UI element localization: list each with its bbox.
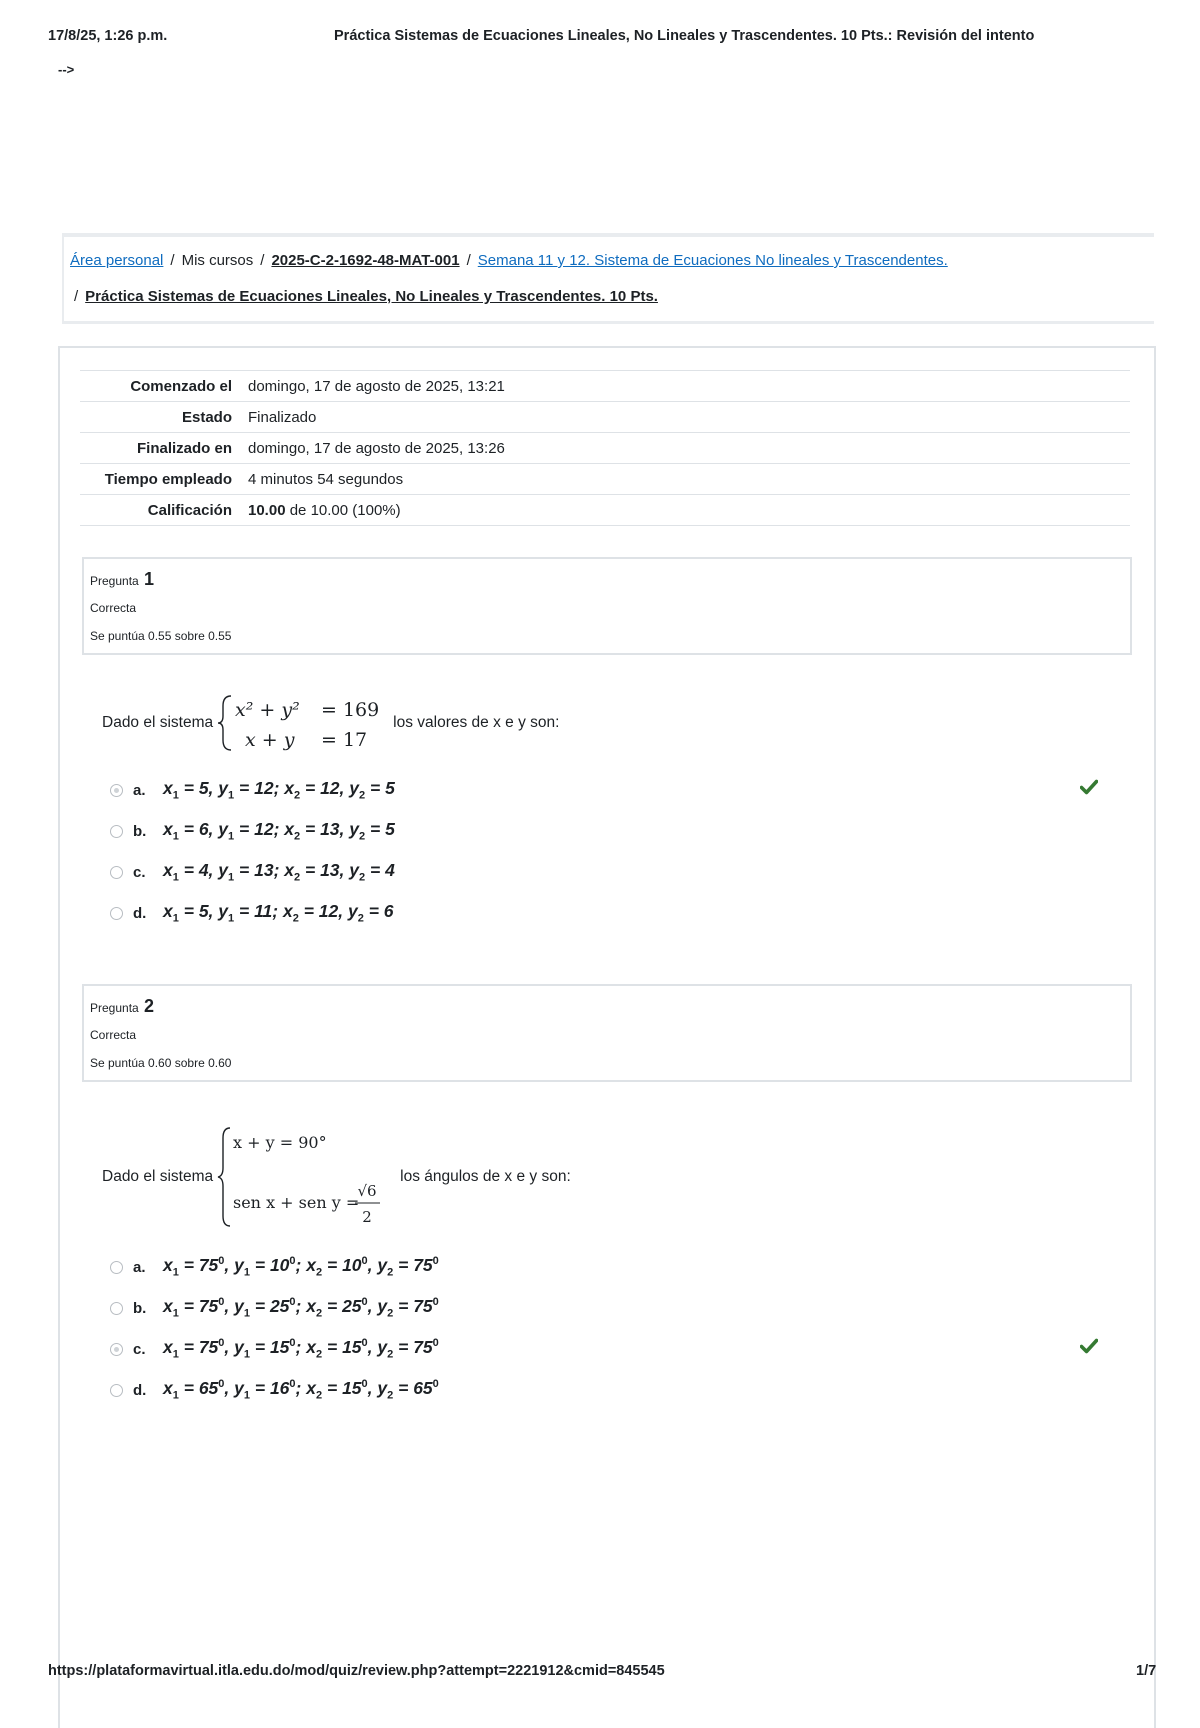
print-datetime: 17/8/25, 1:26 p.m.: [48, 28, 168, 44]
eq-sqrt-numerator: √6: [357, 1182, 377, 1200]
breadcrumb-quiz[interactable]: Práctica Sistemas de Ecuaciones Lineales, No Lineales y Trascendentes. 10 Pts.: [85, 288, 658, 305]
answer-letter: a.: [133, 1258, 146, 1276]
eq-sine-sum: sen x + sen y =: [233, 1193, 360, 1212]
summary-row: [80, 495, 1130, 526]
summary-label-state: Estado: [80, 402, 240, 433]
answer-option[interactable]: [110, 775, 1110, 805]
equation-system-2: [217, 1124, 392, 1230]
answer-letter: a.: [133, 781, 146, 799]
answer-radio[interactable]: [110, 1302, 123, 1315]
question-number-value: 2: [144, 996, 155, 1016]
print-title: Práctica Sistemas de Ecuaciones Lineales, No Lineales y Trascendentes. 10 Pts.: Revisión del intento: [334, 28, 1035, 44]
answer-formula: $x_1 = 5$, $y_1 = 12$; $x_2 = 12$, $y_2 = 5$: [163, 778, 395, 802]
summary-row: [80, 433, 1130, 464]
equation-system-1: [217, 692, 385, 754]
breadcrumb-separator: /: [170, 252, 175, 269]
question-text-after: los ángulos de x e y son:: [400, 1168, 571, 1185]
answer-option[interactable]: [110, 1252, 1110, 1282]
question-prefix: Pregunta: [90, 1001, 139, 1015]
answer-radio[interactable]: [110, 866, 123, 879]
summary-value-state: Finalizado: [240, 402, 1130, 433]
answer-radio[interactable]: [110, 784, 123, 797]
answer-letter: d.: [133, 904, 147, 922]
answer-radio[interactable]: [110, 907, 123, 920]
question-state: Correcta: [90, 601, 137, 615]
breadcrumb: [62, 233, 1154, 324]
question-number-value: 1: [144, 569, 155, 589]
question-text-after: los valores de x e y son:: [393, 714, 560, 731]
question-text-1: [102, 688, 559, 758]
print-page-number: 1/7: [1136, 1663, 1157, 1679]
summary-label-grade: Calificación: [80, 495, 240, 526]
question-state: Correcta: [90, 1028, 137, 1042]
answer-letter: c.: [133, 863, 146, 881]
answer-formula: $x_1 = 75^0$, $y_1 = 25^0$; $x_2 = 25^0$, $y_2 = 75^0$: [163, 1296, 439, 1320]
print-header: [0, 28, 1200, 50]
answer-list-2: [110, 1252, 1110, 1412]
answer-formula: $x_1 = 4$, $y_1 = 13$; $x_2 = 13$, $y_2 = 4$: [163, 860, 395, 884]
answer-letter: b.: [133, 822, 147, 840]
summary-label-time: Tiempo empleado: [80, 464, 240, 495]
breadcrumb-mis-cursos: Mis cursos: [181, 252, 254, 269]
breadcrumb-separator: /: [74, 288, 79, 305]
attempt-summary-table: [80, 370, 1130, 526]
answer-radio[interactable]: [110, 1384, 123, 1397]
breadcrumb-section[interactable]: Semana 11 y 12. Sistema de Ecuaciones No lineales y Trascendentes.: [477, 252, 948, 269]
answer-list-1: [110, 775, 1110, 935]
summary-value-time: 4 minutos 54 segundos: [240, 464, 1130, 495]
summary-row: [80, 464, 1130, 495]
question-grade: Se puntúa 0.55 sobre 0.55: [90, 629, 232, 643]
answer-formula: $x_1 = 65^0$, $y_1 = 16^0$; $x_2 = 15^0$, $y_2 = 65^0$: [163, 1378, 439, 1402]
answer-letter: d.: [133, 1381, 147, 1399]
breadcrumb-area-personal[interactable]: Área personal: [70, 252, 164, 269]
breadcrumb-separator: /: [260, 252, 265, 269]
breadcrumb-row-1: [70, 252, 948, 269]
answer-formula: $x_1 = 6$, $y_1 = 12$; $x_2 = 13$, $y_2 = 5$: [163, 819, 395, 843]
correct-check-icon: [1080, 779, 1098, 800]
question-info-2: [82, 984, 1132, 1082]
eq2-lhs: x + y: [245, 729, 295, 751]
answer-radio[interactable]: [110, 1261, 123, 1274]
eq2-rhs: = 17: [321, 729, 368, 751]
answer-formula: $x_1 = 5$, $y_1 = 11$; $x_2 = 12$, $y_2 = 6$: [163, 901, 394, 925]
answer-option[interactable]: [110, 816, 1110, 846]
grade-total: de 10.00 (100%): [285, 502, 401, 519]
answer-radio[interactable]: [110, 1343, 123, 1356]
question-number: [90, 569, 154, 590]
summary-value-finished: domingo, 17 de agosto de 2025, 13:26: [240, 433, 1130, 464]
question-info-1: [82, 557, 1132, 655]
question-text-2: [102, 1122, 571, 1232]
answer-radio[interactable]: [110, 825, 123, 838]
question-prefix: Pregunta: [90, 574, 139, 588]
answer-letter: c.: [133, 1340, 146, 1358]
correct-check-icon: [1080, 1338, 1098, 1359]
answer-option[interactable]: [110, 1375, 1110, 1405]
summary-value-grade: [240, 495, 1130, 526]
summary-label-finished: Finalizado en: [80, 433, 240, 464]
answer-option[interactable]: [110, 1334, 1110, 1364]
question-text-before: Dado el sistema: [102, 1168, 214, 1185]
answer-formula: $x_1 = 75^0$, $y_1 = 10^0$; $x_2 = 10^0$, $y_2 = 75^0$: [163, 1255, 439, 1279]
grade-score: 10.00: [248, 502, 286, 519]
summary-row: [80, 402, 1130, 433]
breadcrumb-row-2: [70, 288, 658, 305]
eq-angle-sum: x + y = 90°: [233, 1133, 327, 1152]
summary-label-started: Comenzado el: [80, 371, 240, 402]
answer-option[interactable]: [110, 1293, 1110, 1323]
summary-value-started: domingo, 17 de agosto de 2025, 13:21: [240, 371, 1130, 402]
breadcrumb-course[interactable]: 2025-C-2-1692-48-MAT-001: [271, 252, 460, 269]
eq1-rhs: = 169: [321, 699, 380, 721]
summary-row: [80, 371, 1130, 402]
answer-option[interactable]: [110, 857, 1110, 887]
print-url: https://plataformavirtual.itla.edu.do/mod/quiz/review.php?attempt=2221912&cmid=845545: [48, 1663, 665, 1679]
question-text-before: Dado el sistema: [102, 714, 214, 731]
answer-formula: $x_1 = 75^0$, $y_1 = 15^0$; $x_2 = 15^0$, $y_2 = 75^0$: [163, 1337, 439, 1361]
question-grade: Se puntúa 0.60 sobre 0.60: [90, 1056, 232, 1070]
eq1-lhs: x² + y²: [235, 699, 300, 721]
answer-option[interactable]: [110, 898, 1110, 928]
eq-denominator: 2: [362, 1208, 372, 1226]
answer-letter: b.: [133, 1299, 147, 1317]
breadcrumb-separator: /: [466, 252, 471, 269]
comment-artifact: -->: [58, 62, 75, 77]
question-number: [90, 996, 154, 1017]
